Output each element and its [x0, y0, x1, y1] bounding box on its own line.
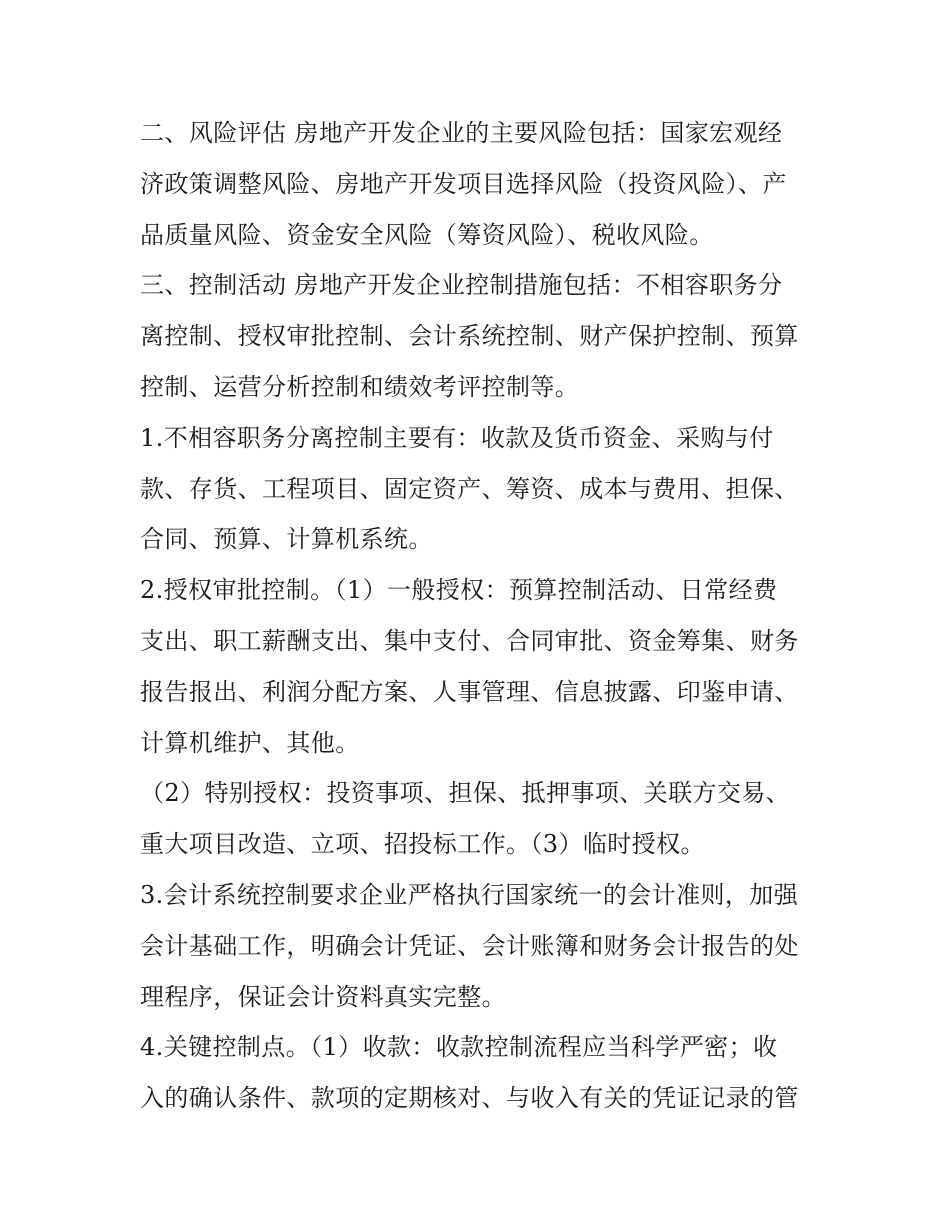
text-line: 控制、运营分析控制和绩效考评控制等。	[140, 372, 580, 401]
text-line: 报告报出、利润分配方案、人事管理、信息披露、印鉴申请、	[140, 677, 799, 706]
text-line: 济政策调整风险、房地产开发项目选择风险（投资风险）、产	[140, 169, 787, 198]
text-line: 1.不相容职务分离控制主要有：收款及货币资金、采购与付	[140, 423, 774, 452]
text-line: 重大项目改造、立项、招投标工作。（3）临时授权。	[140, 830, 705, 859]
text-line: 三、控制活动 房地产开发企业控制措施包括：不相容职务分	[140, 271, 783, 300]
text-line: 款、存货、工程项目、固定资产、筹资、成本与费用、担保、	[140, 474, 799, 503]
text-line: 品质量风险、资金安全风险（筹资风险）、税收风险。	[140, 220, 714, 249]
text-line: 离控制、授权审批控制、会计系统控制、财产保护控制、预算	[140, 322, 799, 351]
text-line: 计算机维护、其他。	[140, 728, 360, 757]
text-line: 4.关键控制点。（1）收款：收款控制流程应当科学严密；收	[140, 1033, 778, 1062]
text-line: （2）特别授权：投资事项、担保、抵押事项、关联方交易、	[140, 779, 791, 808]
text-line: 合同、预算、计算机系统。	[140, 525, 433, 554]
text-line: 二、风险评估 房地产开发企业的主要风险包括：国家宏观经	[140, 119, 783, 147]
text-line: 支出、职工薪酬支出、集中支付、合同审批、资金筹集、财务	[140, 626, 799, 655]
text-line: 会计基础工作，明确会计凭证、会计账簿和财务会计报告的处	[140, 931, 799, 960]
text-line: 3.会计系统控制要求企业严格执行国家统一的会计准则，加强	[140, 880, 799, 909]
document-body	[140, 108, 820, 1124]
text-line: 入的确认条件、款项的定期核对、与收入有关的凭证记录的管	[140, 1084, 799, 1113]
text-line: 理程序，保证会计资料真实完整。	[140, 982, 506, 1011]
text-line: 2.授权审批控制。（1）一般授权：预算控制活动、日常经费	[140, 576, 778, 605]
